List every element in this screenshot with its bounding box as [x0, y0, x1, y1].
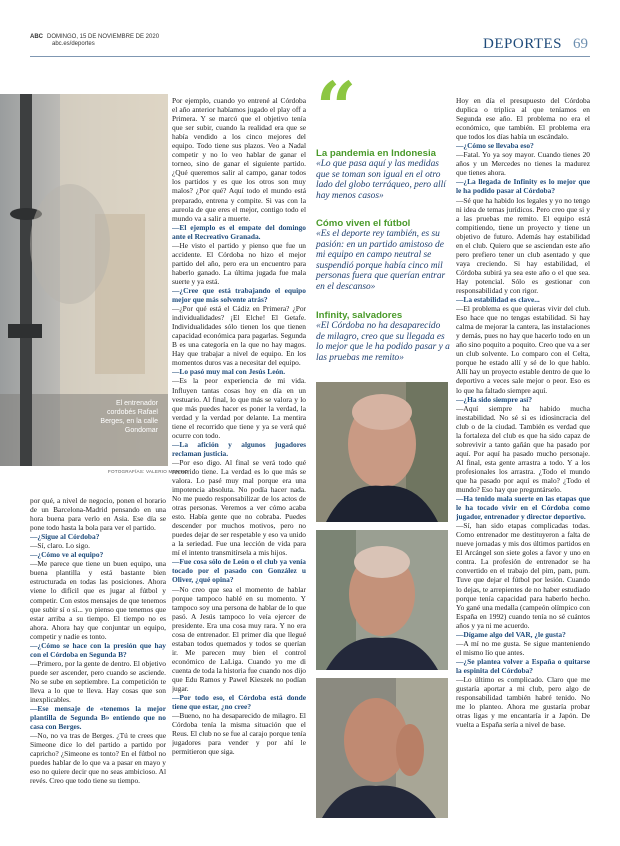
interview-question: —Dígame algo del VAR, ¿le gusta? [456, 629, 566, 639]
pull-quote-1 [316, 148, 450, 201]
article-column-2 [172, 96, 306, 818]
photo-credit: FOTOGRAFÍAS: VALERIO MERINO [108, 469, 189, 474]
interview-question: —¿Cómo ve al equipo? [30, 550, 104, 560]
pull-quote-3 [316, 310, 450, 363]
publication-name: ABC [30, 34, 43, 40]
pull-quote-text: «El Córdoba no ha desaparecido de milagro, creo que su llegada es lo mejor que le ha podido pasar y a las pruebas me remito» [316, 321, 450, 363]
article-paragraph: —No creo que sea el momento de hablar porque tampoco hablé en su momento. Y tampoco soy una persona de hablar de lo que pasó. A Jesús tampoco lo veía ejercer de presidente. Era una cosa muy rara. Y no era cosa de entrenador. El primer día que llegué estaban todos quemados y todos se querían ir. Me parecen muy bien el control económico de LaLiga. Cuando yo me di cuenta de toda la historia fue cuando nos dijo que Edu Ramos y Pawel Kieszek no podían jugar. [172, 584, 306, 694]
pull-quote-text: «Es el deporte rey también, es su pasión: en un partido amistoso de mi equipo en campo neutral se suspendió porque había cinco mil personas fuera que querían entrar en el descanso» [316, 229, 446, 292]
article-paragraph: —Es la peor experiencia de mi vida. Influyen tantas cosas hoy en día en un vestuario. Al final, lo que más se valora y lo que más puedes hacer es poner la verdad, la verdad y la verdad por delante. La mentira tiene el recorrido que tiene y ya se verá qué ocurre con todo. [172, 376, 306, 440]
article-paragraph: —Aquí siempre ha habido mucha inestabilidad. No sé si es idiosincracia del club o de la ciudad. También es verdad que la fortaleza del club es que ha sido capaz de sobrevivir a tanto gañán que ha pasado por aquí. Por aquí ha pasado mucho personaje. Al final, esta gente arrastra a todo. Y a los profesionales los arrastra. ¿Todo el mundo que ha pasado por aquí es malo? ¿Todo el mundo? Eso hay que preguntárselo. [456, 403, 590, 495]
article-paragraph: —Lo último es complicado. Claro que me gustaría aportar a mi club, pero algo de responsabilidad también habré tenido. No me lo planteo. Ahora me gustaría probar otras ligas y me encantaría ir a Japón. De vuelta a España sería a nivel de base. [456, 675, 590, 730]
article-paragraph: —El problema es que quieras vivir del club. Eso hace que no tengas estabilidad. Si hay calma de mejorar la cantera, las instalaciones y demás, pues no hay que hacerlo todo en un año sino poquito a poquito. Creo que va a ser un club solvente. Lo comparo con el Celta, porque he estado allí y sé de lo que hablo. Allí hay un proyecto estable dentro de que lo deportivo a veces sale mejor o peor. Eso es lo que ha faltado siempre aquí. [456, 304, 590, 395]
issue-date: DOMINGO, 15 DE NOVIEMBRE DE 2020 [47, 34, 160, 40]
pull-quote-2 [316, 218, 450, 293]
header-rule [30, 56, 590, 57]
interview-question: —Lo pasó muy mal con Jesús León. [172, 367, 286, 377]
interview-question: —Ese mensaje de «tenemos la mejor plantilla de Segunda B» entiendo que no casa con Berges. [30, 704, 166, 732]
portrait-photo-2 [316, 530, 448, 670]
interview-question: —¿Cómo se llevaba eso? [456, 141, 534, 151]
article-paragraph: —Me parece que tiene un buen equipo, una buena plantilla y está bastante bien estructurada en todas las posiciones. Ahora viene lo difícil que es jugar al fútbol y competir. Con estos mensajes de que tenemos que subir sí o sí... yo pienso que tenemos que estar arriba a su tiempo. El tiempo no es ahora. Ahora hay que conjuntar un equipo, competir y nadie es tonto. [30, 559, 166, 641]
article-paragraph: —A mí no me gusta. Se sigue manteniendo el mismo lío que antes. [456, 638, 590, 657]
interview-question: —Ha tenido mala suerte en las etapas que le ha tocado vivir en el Córdoba como jugador, entrenador y director deportivo. [456, 494, 590, 522]
interview-question: —El ejemplo es el empate del domingo ante el Recreativo Granada. [172, 222, 306, 241]
article-paragraph: —Sé que ha habido los legales y yo no tengo ni idea de temas jurídicos. Pero creo que sí y a las pruebas me remito. El equipo está compitiendo, tiene un proyecto y tiene un objetivo de futuro. Además hay estabilidad en el club. Quiero que se asciendan este año pero prefiero tener un club asentado y que vaya creciendo. Si hay estabilidad, el Córdoba subirá ya sea este año o el que sea. Hay potencial. Sólo es gestionar con responsabilidad y con rigor. [456, 195, 590, 295]
article-paragraph: —Bueno, no ha desaparecido de milagro. El Córdoba tenía la misma situación que el Reus. El club no se fue al carajo porque tenía jugadores para vender y por ahí le permitieron que siga. [172, 711, 306, 757]
page-number: 69 [573, 36, 588, 52]
article-paragraph: —Sí, claro. Lo sigo. [30, 541, 90, 551]
pull-quote-title: Cómo viven el fútbol [316, 218, 411, 229]
interview-question: —Fue cosa sólo de León o el club ya venía tocado por el pasado con González u Oliver, ¿qué opina? [172, 557, 306, 585]
article-paragraph: —Fatal. Yo ya soy mayor. Cuando tienes 20 años y un Mercedes no tienes la madurez que tienes ahora. [456, 150, 590, 178]
article-paragraph: —Sí, han sido etapas complicadas todas. Como entrenador me destituyeron a falta de nueve jornadas y mis dos últimos partidos en El Arcángel son siete goles a favor y uno en contra. La profesión de entrenador se ha convertido en el trabajo del pim, pam, pum. Tuve que dejar el fútbol por lesión. Cuando lo dejas, te arrepientes de no haber estudiado porque tenía capacidad para haberlo hecho. Yo gané una medalla (campeón olímpico con España en 1992) cuando tenía no sé cuántos años y ya ni me acuerdo. [456, 521, 590, 630]
portrait-photo-1 [316, 382, 448, 522]
article-paragraph: —No, no va tras de Berges. ¿Tú te crees que Simeone dice lo del partido a partido por capricho? ¿Simeone es tonto? En el fútbol no puedes hablar de lo que va a pasar en mayo y eso no quiere decir que no seas ambicioso. Al revés. Creo que todo tiene su tiempo. [30, 731, 166, 786]
interview-question: —¿Ha sido siempre así? [456, 394, 533, 404]
article-paragraph: —Por eso digo. Al final se verá todo qué recorrido tiene. La verdad es lo que más se valora. Lo pasé muy mal porque era una impotencia absoluta. No podía hacer nada. No me puedo responsabilizar de los actos de otras personas. Veremos a ver cómo acaba esto. Había gente que no cobraba. Puedes descender por muchos motivos, pero no puedes dejar de ser respetable y eso va unido a la seriedad. Fue una lección de vida para mí el intento transmitírsela a mis hijos. [172, 457, 306, 558]
article-column-1 [30, 496, 166, 816]
pull-quote-title: Infinity, salvadores [316, 310, 403, 321]
interview-question: —¿Cree que está trabajando el equipo mejor que más solvente atrás? [172, 285, 306, 305]
section-title: DEPORTES [483, 36, 562, 52]
pull-quote-title: La pandemia en Indonesia [316, 148, 436, 159]
interview-question: —¿Se plantea volver a España o quitarse la espinita del Córdoba? [456, 656, 590, 675]
photo-caption: El entrenador cordobés Rafael Berges, en la calle Gondomar [100, 400, 158, 434]
interview-question: —La afición y algunos jugadores reclaman justicia. [172, 439, 306, 458]
page-header-info [30, 34, 159, 48]
article-column-4 [456, 96, 590, 818]
interview-question: —Por todo eso, el Córdoba está donde tiene que estar, ¿no cree? [172, 693, 306, 712]
pull-quote-text: «Lo que pasa aquí y las medidas que se toman son igual en el otro lado del globo terráqueo, pero allí hay menos casos» [316, 159, 446, 201]
interview-question: —¿Cómo se hace con la presión que hay con el Córdoba en Segunda B? [30, 640, 166, 659]
section-url: abc.es/deportes [52, 41, 95, 47]
article-paragraph: —Primero, por la gente de dentro. El objetivo puede ser ascender, pero cuando se asciende. No se sube en septiembre. La competición te lleva a lo que te lleva. Hay cosas que son inexplicables. [30, 658, 166, 705]
interview-question: —La estabilidad es clave... [456, 295, 540, 305]
article-paragraph: Por ejemplo, cuando yo entrené al Córdoba el año anterior habíamos jugado el play off a Primera. Y se marcó que el objetivo tenía que ser subir, cuando la realidad era que se había vendido a los cinco mejores del equipo. Todo tiene sus plazos. Veo a Nadal competir y no lo veo hablar de ganar el torneo, sino de ganar el siguiente partido. ¿Qué queremos salir al campo, ganar todos los partidos y es que los otros son muy malos? ¿Por qué? Aquí todo el mundo está preparado, entrena y compite. Si vas con la aureola de que eres el mejor, contigo todo el mundo va a salir a muerte. [172, 96, 306, 223]
article-paragraph: por qué, a nivel de negocio, ponen el horario de un Barcelona-Madrid pensando en una hora buena para verlo en Asia. Ese día se pone todo hasta la bola para ver el partido. [30, 496, 166, 533]
article-paragraph: Hoy en día el presupuesto del Córdoba duplica o triplica al que teníamos en Segunda ese año. El problema no era el económico, que también. El problema era que todos los días había un escándalo. [456, 96, 590, 142]
quote-marks-icon: “ [316, 66, 357, 149]
article-paragraph: —¿Por qué está el Cádiz en Primera? ¿Por individualidades? ¡El Elche! El Getafe. Individualidades sólo tienen los que tienen capacidad económica para pagarlas. Segunda B es una categoría en la que no hay magos. Hay que trabajar a nivel de equipo. En los momentos duros vas a necesitar del equipo. [172, 304, 306, 368]
interview-question: —¿Sigue al Córdoba? [30, 532, 100, 542]
article-paragraph: —He visto el partido y pienso que fue un accidente. El Córdoba no hizo el mejor partido del año, pero era un encuentro para haberlo ganado. La última jugada fue mala suerte y ya está. [172, 240, 306, 286]
portrait-photo-3 [316, 678, 448, 818]
interview-question: —¿La llegada de Infinity es lo mejor que le ha podido pasar al Córdoba? [456, 177, 590, 196]
